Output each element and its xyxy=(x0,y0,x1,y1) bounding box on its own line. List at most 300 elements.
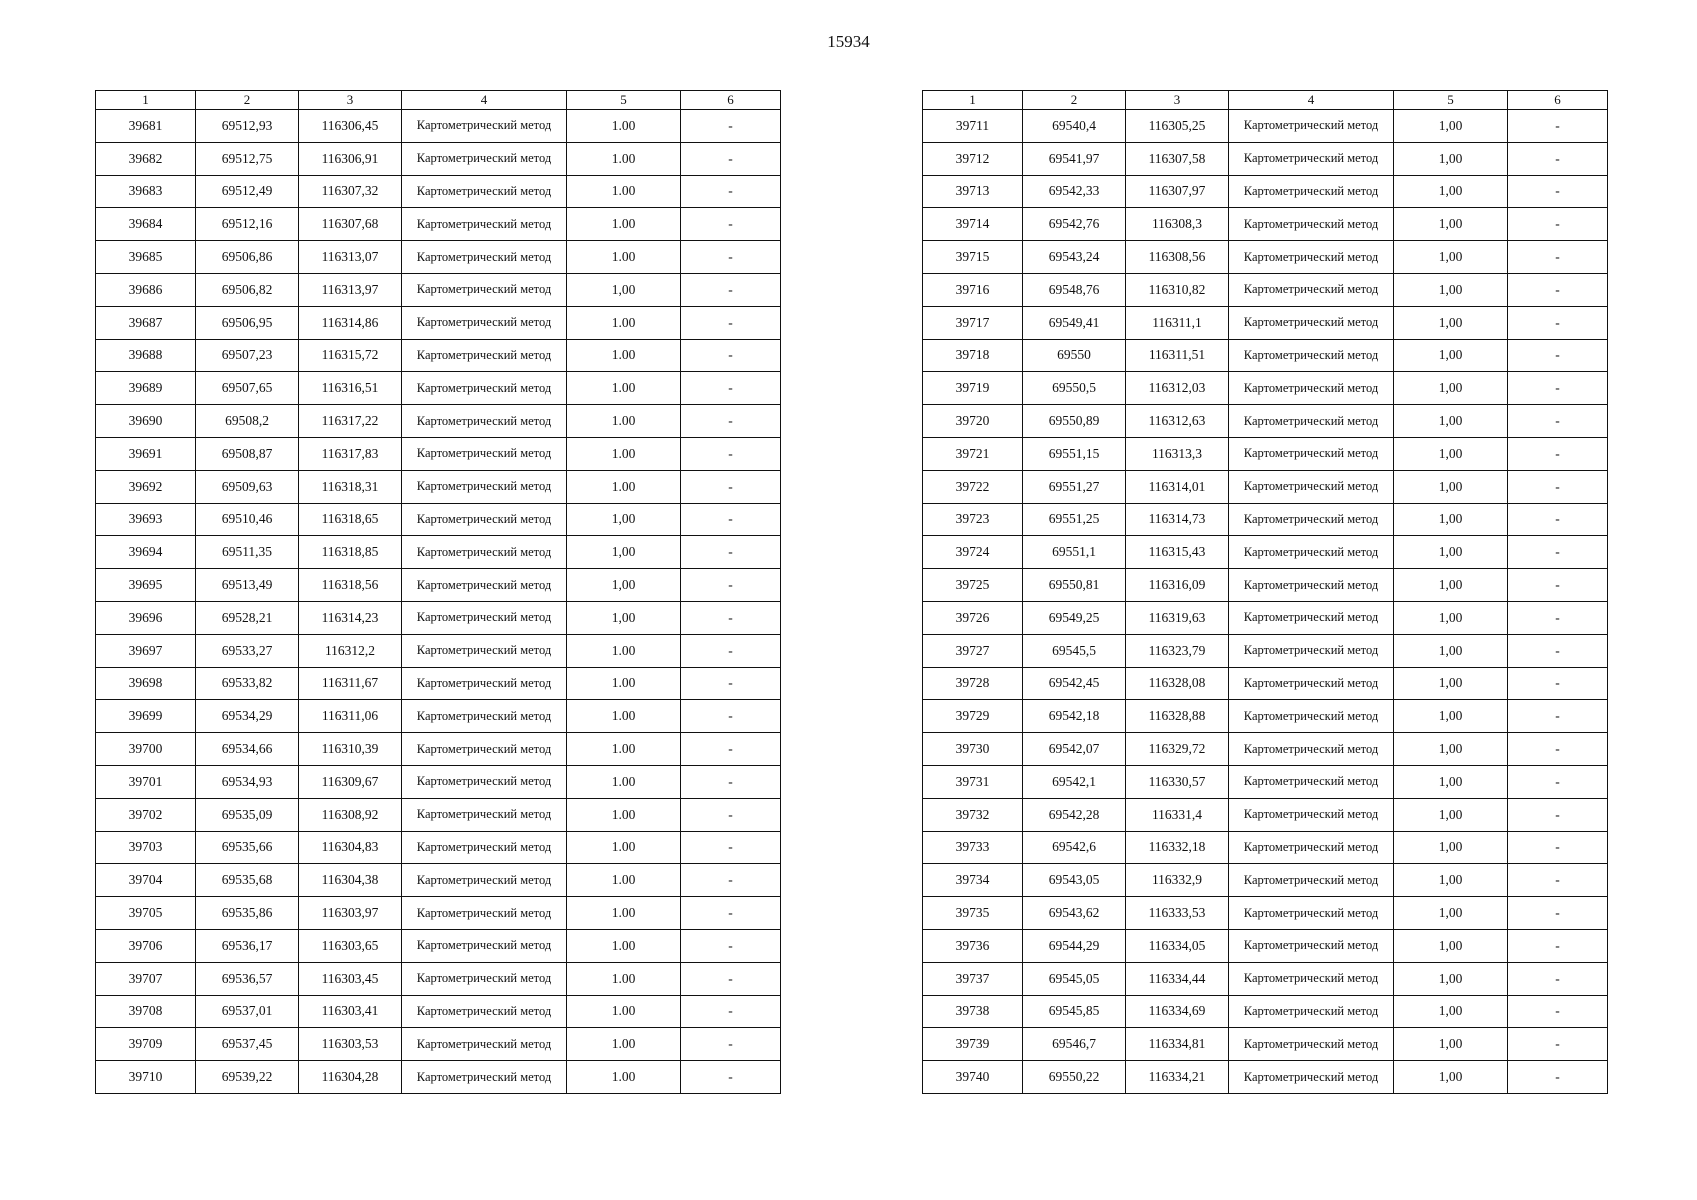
point-number-cell: 39710 xyxy=(96,1061,196,1094)
precision-cell: 1,00 xyxy=(1394,634,1508,667)
y-coordinate-cell: 116303,41 xyxy=(299,995,402,1028)
method-cell: Картометрический метод xyxy=(402,929,567,962)
y-coordinate-cell: 116308,92 xyxy=(299,798,402,831)
point-number-cell: 39716 xyxy=(923,273,1023,306)
precision-cell: 1,00 xyxy=(1394,142,1508,175)
method-cell: Картометрический метод xyxy=(402,995,567,1028)
point-number-cell: 39698 xyxy=(96,667,196,700)
method-cell: Картометрический метод xyxy=(402,733,567,766)
precision-cell: 1,00 xyxy=(1394,306,1508,339)
method-cell: Картометрический метод xyxy=(402,897,567,930)
table-row xyxy=(923,142,1608,175)
method-cell: Картометрический метод xyxy=(1229,634,1394,667)
point-number-cell: 39727 xyxy=(923,634,1023,667)
precision-cell: 1,00 xyxy=(1394,765,1508,798)
y-coordinate-cell: 116319,63 xyxy=(1126,601,1229,634)
note-cell: - xyxy=(681,339,781,372)
method-cell: Картометрический метод xyxy=(1229,306,1394,339)
method-cell: Картометрический метод xyxy=(402,339,567,372)
method-cell: Картометрический метод xyxy=(402,831,567,864)
note-cell: - xyxy=(681,634,781,667)
table-row xyxy=(96,831,781,864)
table-row xyxy=(923,733,1608,766)
table-row xyxy=(923,1061,1608,1094)
point-number-cell: 39684 xyxy=(96,208,196,241)
y-coordinate-cell: 116313,97 xyxy=(299,273,402,306)
method-cell: Картометрический метод xyxy=(402,208,567,241)
precision-cell: 1.00 xyxy=(567,1061,681,1094)
point-number-cell: 39706 xyxy=(96,929,196,962)
precision-cell: 1.00 xyxy=(567,831,681,864)
method-cell: Картометрический метод xyxy=(402,470,567,503)
precision-cell: 1.00 xyxy=(567,208,681,241)
point-number-cell: 39702 xyxy=(96,798,196,831)
method-cell: Картометрический метод xyxy=(1229,241,1394,274)
point-number-cell: 39685 xyxy=(96,241,196,274)
point-number-cell: 39691 xyxy=(96,437,196,470)
table-row xyxy=(923,437,1608,470)
method-cell: Картометрический метод xyxy=(1229,798,1394,831)
precision-cell: 1,00 xyxy=(567,503,681,536)
x-coordinate-cell: 69512,49 xyxy=(196,175,299,208)
method-cell: Картометрический метод xyxy=(1229,995,1394,1028)
x-coordinate-cell: 69537,01 xyxy=(196,995,299,1028)
table-row xyxy=(923,897,1608,930)
y-coordinate-cell: 116315,72 xyxy=(299,339,402,372)
y-coordinate-cell: 116308,56 xyxy=(1126,241,1229,274)
point-number-cell: 39711 xyxy=(923,110,1023,143)
y-coordinate-cell: 116316,09 xyxy=(1126,569,1229,602)
y-coordinate-cell: 116334,05 xyxy=(1126,929,1229,962)
method-cell: Картометрический метод xyxy=(1229,1028,1394,1061)
precision-cell: 1.00 xyxy=(567,372,681,405)
table-row xyxy=(96,372,781,405)
precision-cell: 1.00 xyxy=(567,405,681,438)
x-coordinate-cell: 69511,35 xyxy=(196,536,299,569)
x-coordinate-cell: 69507,65 xyxy=(196,372,299,405)
table-row xyxy=(923,536,1608,569)
x-coordinate-cell: 69548,76 xyxy=(1023,273,1126,306)
point-number-cell: 39719 xyxy=(923,372,1023,405)
point-number-cell: 39723 xyxy=(923,503,1023,536)
precision-cell: 1,00 xyxy=(1394,339,1508,372)
x-coordinate-cell: 69508,2 xyxy=(196,405,299,438)
table-row xyxy=(923,306,1608,339)
x-coordinate-cell: 69542,45 xyxy=(1023,667,1126,700)
method-cell: Картометрический метод xyxy=(402,864,567,897)
table-row xyxy=(96,995,781,1028)
note-cell: - xyxy=(1508,273,1608,306)
precision-cell: 1.00 xyxy=(567,470,681,503)
note-cell: - xyxy=(681,667,781,700)
column-header-6: 6 xyxy=(1508,91,1608,110)
method-cell: Картометрический метод xyxy=(1229,470,1394,503)
x-coordinate-cell: 69542,33 xyxy=(1023,175,1126,208)
table-row xyxy=(923,339,1608,372)
table-row xyxy=(923,470,1608,503)
note-cell: - xyxy=(681,306,781,339)
y-coordinate-cell: 116314,01 xyxy=(1126,470,1229,503)
note-cell: - xyxy=(681,798,781,831)
note-cell: - xyxy=(1508,962,1608,995)
note-cell: - xyxy=(1508,339,1608,372)
precision-cell: 1,00 xyxy=(1394,1061,1508,1094)
table-row xyxy=(96,601,781,634)
point-number-cell: 39709 xyxy=(96,1028,196,1061)
note-cell: - xyxy=(681,1061,781,1094)
y-coordinate-cell: 116328,88 xyxy=(1126,700,1229,733)
x-coordinate-cell: 69545,05 xyxy=(1023,962,1126,995)
precision-cell: 1,00 xyxy=(1394,175,1508,208)
table-row xyxy=(96,1028,781,1061)
method-cell: Картометрический метод xyxy=(1229,273,1394,306)
method-cell: Картометрический метод xyxy=(1229,372,1394,405)
y-coordinate-cell: 116306,91 xyxy=(299,142,402,175)
table-row xyxy=(923,372,1608,405)
y-coordinate-cell: 116306,45 xyxy=(299,110,402,143)
x-coordinate-cell: 69551,27 xyxy=(1023,470,1126,503)
note-cell: - xyxy=(1508,765,1608,798)
precision-cell: 1,00 xyxy=(567,569,681,602)
point-number-cell: 39730 xyxy=(923,733,1023,766)
x-coordinate-cell: 69536,57 xyxy=(196,962,299,995)
y-coordinate-cell: 116332,9 xyxy=(1126,864,1229,897)
precision-cell: 1,00 xyxy=(1394,601,1508,634)
note-cell: - xyxy=(1508,208,1608,241)
point-number-cell: 39725 xyxy=(923,569,1023,602)
point-number-cell: 39686 xyxy=(96,273,196,306)
column-header-6: 6 xyxy=(681,91,781,110)
precision-cell: 1.00 xyxy=(567,765,681,798)
note-cell: - xyxy=(1508,634,1608,667)
method-cell: Картометрический метод xyxy=(1229,339,1394,372)
precision-cell: 1,00 xyxy=(1394,437,1508,470)
x-coordinate-cell: 69533,27 xyxy=(196,634,299,667)
table-row xyxy=(96,667,781,700)
note-cell: - xyxy=(681,536,781,569)
table-row xyxy=(96,306,781,339)
note-cell: - xyxy=(681,864,781,897)
table-row xyxy=(923,700,1608,733)
y-coordinate-cell: 116332,18 xyxy=(1126,831,1229,864)
method-cell: Картометрический метод xyxy=(1229,1061,1394,1094)
y-coordinate-cell: 116318,31 xyxy=(299,470,402,503)
table-row xyxy=(96,929,781,962)
x-coordinate-cell: 69506,86 xyxy=(196,241,299,274)
y-coordinate-cell: 116303,97 xyxy=(299,897,402,930)
table-row xyxy=(96,110,781,143)
method-cell: Картометрический метод xyxy=(1229,765,1394,798)
note-cell: - xyxy=(681,765,781,798)
method-cell: Картометрический метод xyxy=(402,765,567,798)
y-coordinate-cell: 116310,82 xyxy=(1126,273,1229,306)
y-coordinate-cell: 116304,38 xyxy=(299,864,402,897)
point-number-cell: 39732 xyxy=(923,798,1023,831)
table-row xyxy=(96,700,781,733)
point-number-cell: 39681 xyxy=(96,110,196,143)
precision-cell: 1,00 xyxy=(1394,470,1508,503)
note-cell: - xyxy=(1508,798,1608,831)
precision-cell: 1,00 xyxy=(567,273,681,306)
x-coordinate-cell: 69550,22 xyxy=(1023,1061,1126,1094)
precision-cell: 1.00 xyxy=(567,339,681,372)
table-row xyxy=(96,765,781,798)
x-coordinate-cell: 69542,1 xyxy=(1023,765,1126,798)
precision-cell: 1,00 xyxy=(1394,995,1508,1028)
table-row xyxy=(96,962,781,995)
table-row xyxy=(96,733,781,766)
y-coordinate-cell: 116311,1 xyxy=(1126,306,1229,339)
point-number-cell: 39733 xyxy=(923,831,1023,864)
table-row xyxy=(923,765,1608,798)
y-coordinate-cell: 116307,32 xyxy=(299,175,402,208)
table-row xyxy=(96,470,781,503)
y-coordinate-cell: 116334,69 xyxy=(1126,995,1229,1028)
note-cell: - xyxy=(1508,897,1608,930)
precision-cell: 1,00 xyxy=(1394,831,1508,864)
point-number-cell: 39708 xyxy=(96,995,196,1028)
point-number-cell: 39715 xyxy=(923,241,1023,274)
x-coordinate-cell: 69541,97 xyxy=(1023,142,1126,175)
table-row xyxy=(923,1028,1608,1061)
table-row xyxy=(923,569,1608,602)
x-coordinate-cell: 69535,68 xyxy=(196,864,299,897)
note-cell: - xyxy=(681,175,781,208)
point-number-cell: 39690 xyxy=(96,405,196,438)
note-cell: - xyxy=(681,503,781,536)
table-row xyxy=(923,831,1608,864)
x-coordinate-cell: 69549,25 xyxy=(1023,601,1126,634)
page-number: 15934 xyxy=(827,32,870,51)
x-coordinate-cell: 69543,24 xyxy=(1023,241,1126,274)
table-row xyxy=(923,798,1608,831)
table-row xyxy=(923,667,1608,700)
precision-cell: 1,00 xyxy=(1394,700,1508,733)
point-number-cell: 39699 xyxy=(96,700,196,733)
method-cell: Картометрический метод xyxy=(402,175,567,208)
point-number-cell: 39693 xyxy=(96,503,196,536)
x-coordinate-cell: 69551,1 xyxy=(1023,536,1126,569)
table-row xyxy=(96,208,781,241)
note-cell: - xyxy=(1508,110,1608,143)
precision-cell: 1,00 xyxy=(567,601,681,634)
note-cell: - xyxy=(681,142,781,175)
y-coordinate-cell: 116310,39 xyxy=(299,733,402,766)
y-coordinate-cell: 116313,07 xyxy=(299,241,402,274)
precision-cell: 1,00 xyxy=(1394,667,1508,700)
coordinates-table-right xyxy=(922,90,1608,1094)
column-header-2: 2 xyxy=(196,91,299,110)
x-coordinate-cell: 69542,76 xyxy=(1023,208,1126,241)
precision-cell: 1.00 xyxy=(567,864,681,897)
y-coordinate-cell: 116311,06 xyxy=(299,700,402,733)
y-coordinate-cell: 116307,68 xyxy=(299,208,402,241)
point-number-cell: 39713 xyxy=(923,175,1023,208)
x-coordinate-cell: 69512,93 xyxy=(196,110,299,143)
note-cell: - xyxy=(1508,733,1608,766)
precision-cell: 1,00 xyxy=(1394,405,1508,438)
precision-cell: 1,00 xyxy=(1394,569,1508,602)
x-coordinate-cell: 69512,16 xyxy=(196,208,299,241)
x-coordinate-cell: 69507,23 xyxy=(196,339,299,372)
note-cell: - xyxy=(1508,929,1608,962)
point-number-cell: 39692 xyxy=(96,470,196,503)
y-coordinate-cell: 116308,3 xyxy=(1126,208,1229,241)
method-cell: Картометрический метод xyxy=(402,1061,567,1094)
note-cell: - xyxy=(1508,700,1608,733)
table-row xyxy=(96,864,781,897)
method-cell: Картометрический метод xyxy=(1229,897,1394,930)
x-coordinate-cell: 69550,5 xyxy=(1023,372,1126,405)
point-number-cell: 39687 xyxy=(96,306,196,339)
note-cell: - xyxy=(1508,1028,1608,1061)
x-coordinate-cell: 69540,4 xyxy=(1023,110,1126,143)
column-header-1: 1 xyxy=(923,91,1023,110)
point-number-cell: 39707 xyxy=(96,962,196,995)
table-row xyxy=(96,339,781,372)
note-cell: - xyxy=(1508,995,1608,1028)
x-coordinate-cell: 69539,22 xyxy=(196,1061,299,1094)
x-coordinate-cell: 69508,87 xyxy=(196,437,299,470)
method-cell: Картометрический метод xyxy=(402,667,567,700)
method-cell: Картометрический метод xyxy=(402,601,567,634)
point-number-cell: 39717 xyxy=(923,306,1023,339)
precision-cell: 1,00 xyxy=(1394,897,1508,930)
point-number-cell: 39712 xyxy=(923,142,1023,175)
x-coordinate-cell: 69533,82 xyxy=(196,667,299,700)
note-cell: - xyxy=(681,208,781,241)
method-cell: Картометрический метод xyxy=(402,273,567,306)
x-coordinate-cell: 69534,93 xyxy=(196,765,299,798)
table-row xyxy=(96,503,781,536)
precision-cell: 1,00 xyxy=(1394,962,1508,995)
note-cell: - xyxy=(681,929,781,962)
precision-cell: 1,00 xyxy=(1394,241,1508,274)
precision-cell: 1.00 xyxy=(567,667,681,700)
precision-cell: 1.00 xyxy=(567,929,681,962)
x-coordinate-cell: 69544,29 xyxy=(1023,929,1126,962)
precision-cell: 1.00 xyxy=(567,110,681,143)
y-coordinate-cell: 116307,97 xyxy=(1126,175,1229,208)
point-number-cell: 39718 xyxy=(923,339,1023,372)
method-cell: Картометрический метод xyxy=(1229,929,1394,962)
method-cell: Картометрический метод xyxy=(1229,667,1394,700)
point-number-cell: 39740 xyxy=(923,1061,1023,1094)
note-cell: - xyxy=(1508,306,1608,339)
method-cell: Картометрический метод xyxy=(402,405,567,438)
note-cell: - xyxy=(681,569,781,602)
method-cell: Картометрический метод xyxy=(1229,503,1394,536)
x-coordinate-cell: 69550 xyxy=(1023,339,1126,372)
point-number-cell: 39705 xyxy=(96,897,196,930)
table-row xyxy=(96,897,781,930)
point-number-cell: 39739 xyxy=(923,1028,1023,1061)
x-coordinate-cell: 69535,86 xyxy=(196,897,299,930)
note-cell: - xyxy=(1508,569,1608,602)
column-header-5: 5 xyxy=(1394,91,1508,110)
note-cell: - xyxy=(1508,405,1608,438)
column-header-1: 1 xyxy=(96,91,196,110)
method-cell: Картометрический метод xyxy=(1229,405,1394,438)
table-row xyxy=(923,929,1608,962)
precision-cell: 1.00 xyxy=(567,798,681,831)
point-number-cell: 39736 xyxy=(923,929,1023,962)
x-coordinate-cell: 69542,6 xyxy=(1023,831,1126,864)
point-number-cell: 39724 xyxy=(923,536,1023,569)
point-number-cell: 39722 xyxy=(923,470,1023,503)
y-coordinate-cell: 116331,4 xyxy=(1126,798,1229,831)
point-number-cell: 39728 xyxy=(923,667,1023,700)
table-row xyxy=(923,864,1608,897)
point-number-cell: 39731 xyxy=(923,765,1023,798)
note-cell: - xyxy=(681,700,781,733)
point-number-cell: 39729 xyxy=(923,700,1023,733)
precision-cell: 1,00 xyxy=(1394,929,1508,962)
precision-cell: 1,00 xyxy=(1394,208,1508,241)
x-coordinate-cell: 69543,05 xyxy=(1023,864,1126,897)
x-coordinate-cell: 69506,82 xyxy=(196,273,299,306)
note-cell: - xyxy=(681,995,781,1028)
method-cell: Картометрический метод xyxy=(402,503,567,536)
y-coordinate-cell: 116323,79 xyxy=(1126,634,1229,667)
table-row xyxy=(923,405,1608,438)
table-row xyxy=(96,536,781,569)
x-coordinate-cell: 69537,45 xyxy=(196,1028,299,1061)
method-cell: Картометрический метод xyxy=(402,798,567,831)
table-row xyxy=(96,569,781,602)
table-row xyxy=(96,634,781,667)
note-cell: - xyxy=(681,831,781,864)
x-coordinate-cell: 69550,81 xyxy=(1023,569,1126,602)
header-row xyxy=(96,91,781,110)
column-header-2: 2 xyxy=(1023,91,1126,110)
table-row xyxy=(96,1061,781,1094)
method-cell: Картометрический метод xyxy=(1229,142,1394,175)
point-number-cell: 39683 xyxy=(96,175,196,208)
precision-cell: 1.00 xyxy=(567,995,681,1028)
note-cell: - xyxy=(681,733,781,766)
table-row xyxy=(923,208,1608,241)
x-coordinate-cell: 69551,15 xyxy=(1023,437,1126,470)
x-coordinate-cell: 69509,63 xyxy=(196,470,299,503)
precision-cell: 1,00 xyxy=(1394,110,1508,143)
note-cell: - xyxy=(681,110,781,143)
x-coordinate-cell: 69542,18 xyxy=(1023,700,1126,733)
x-coordinate-cell: 69506,95 xyxy=(196,306,299,339)
note-cell: - xyxy=(681,601,781,634)
table-row xyxy=(923,110,1608,143)
y-coordinate-cell: 116304,28 xyxy=(299,1061,402,1094)
y-coordinate-cell: 116303,65 xyxy=(299,929,402,962)
note-cell: - xyxy=(681,897,781,930)
y-coordinate-cell: 116317,22 xyxy=(299,405,402,438)
point-number-cell: 39689 xyxy=(96,372,196,405)
precision-cell: 1,00 xyxy=(1394,864,1508,897)
y-coordinate-cell: 116333,53 xyxy=(1126,897,1229,930)
x-coordinate-cell: 69536,17 xyxy=(196,929,299,962)
table-row xyxy=(923,634,1608,667)
note-cell: - xyxy=(681,962,781,995)
coordinates-table-left xyxy=(95,90,781,1094)
y-coordinate-cell: 116304,83 xyxy=(299,831,402,864)
note-cell: - xyxy=(681,241,781,274)
y-coordinate-cell: 116303,45 xyxy=(299,962,402,995)
method-cell: Картометрический метод xyxy=(1229,733,1394,766)
table-row xyxy=(923,995,1608,1028)
point-number-cell: 39735 xyxy=(923,897,1023,930)
note-cell: - xyxy=(1508,142,1608,175)
precision-cell: 1.00 xyxy=(567,175,681,208)
